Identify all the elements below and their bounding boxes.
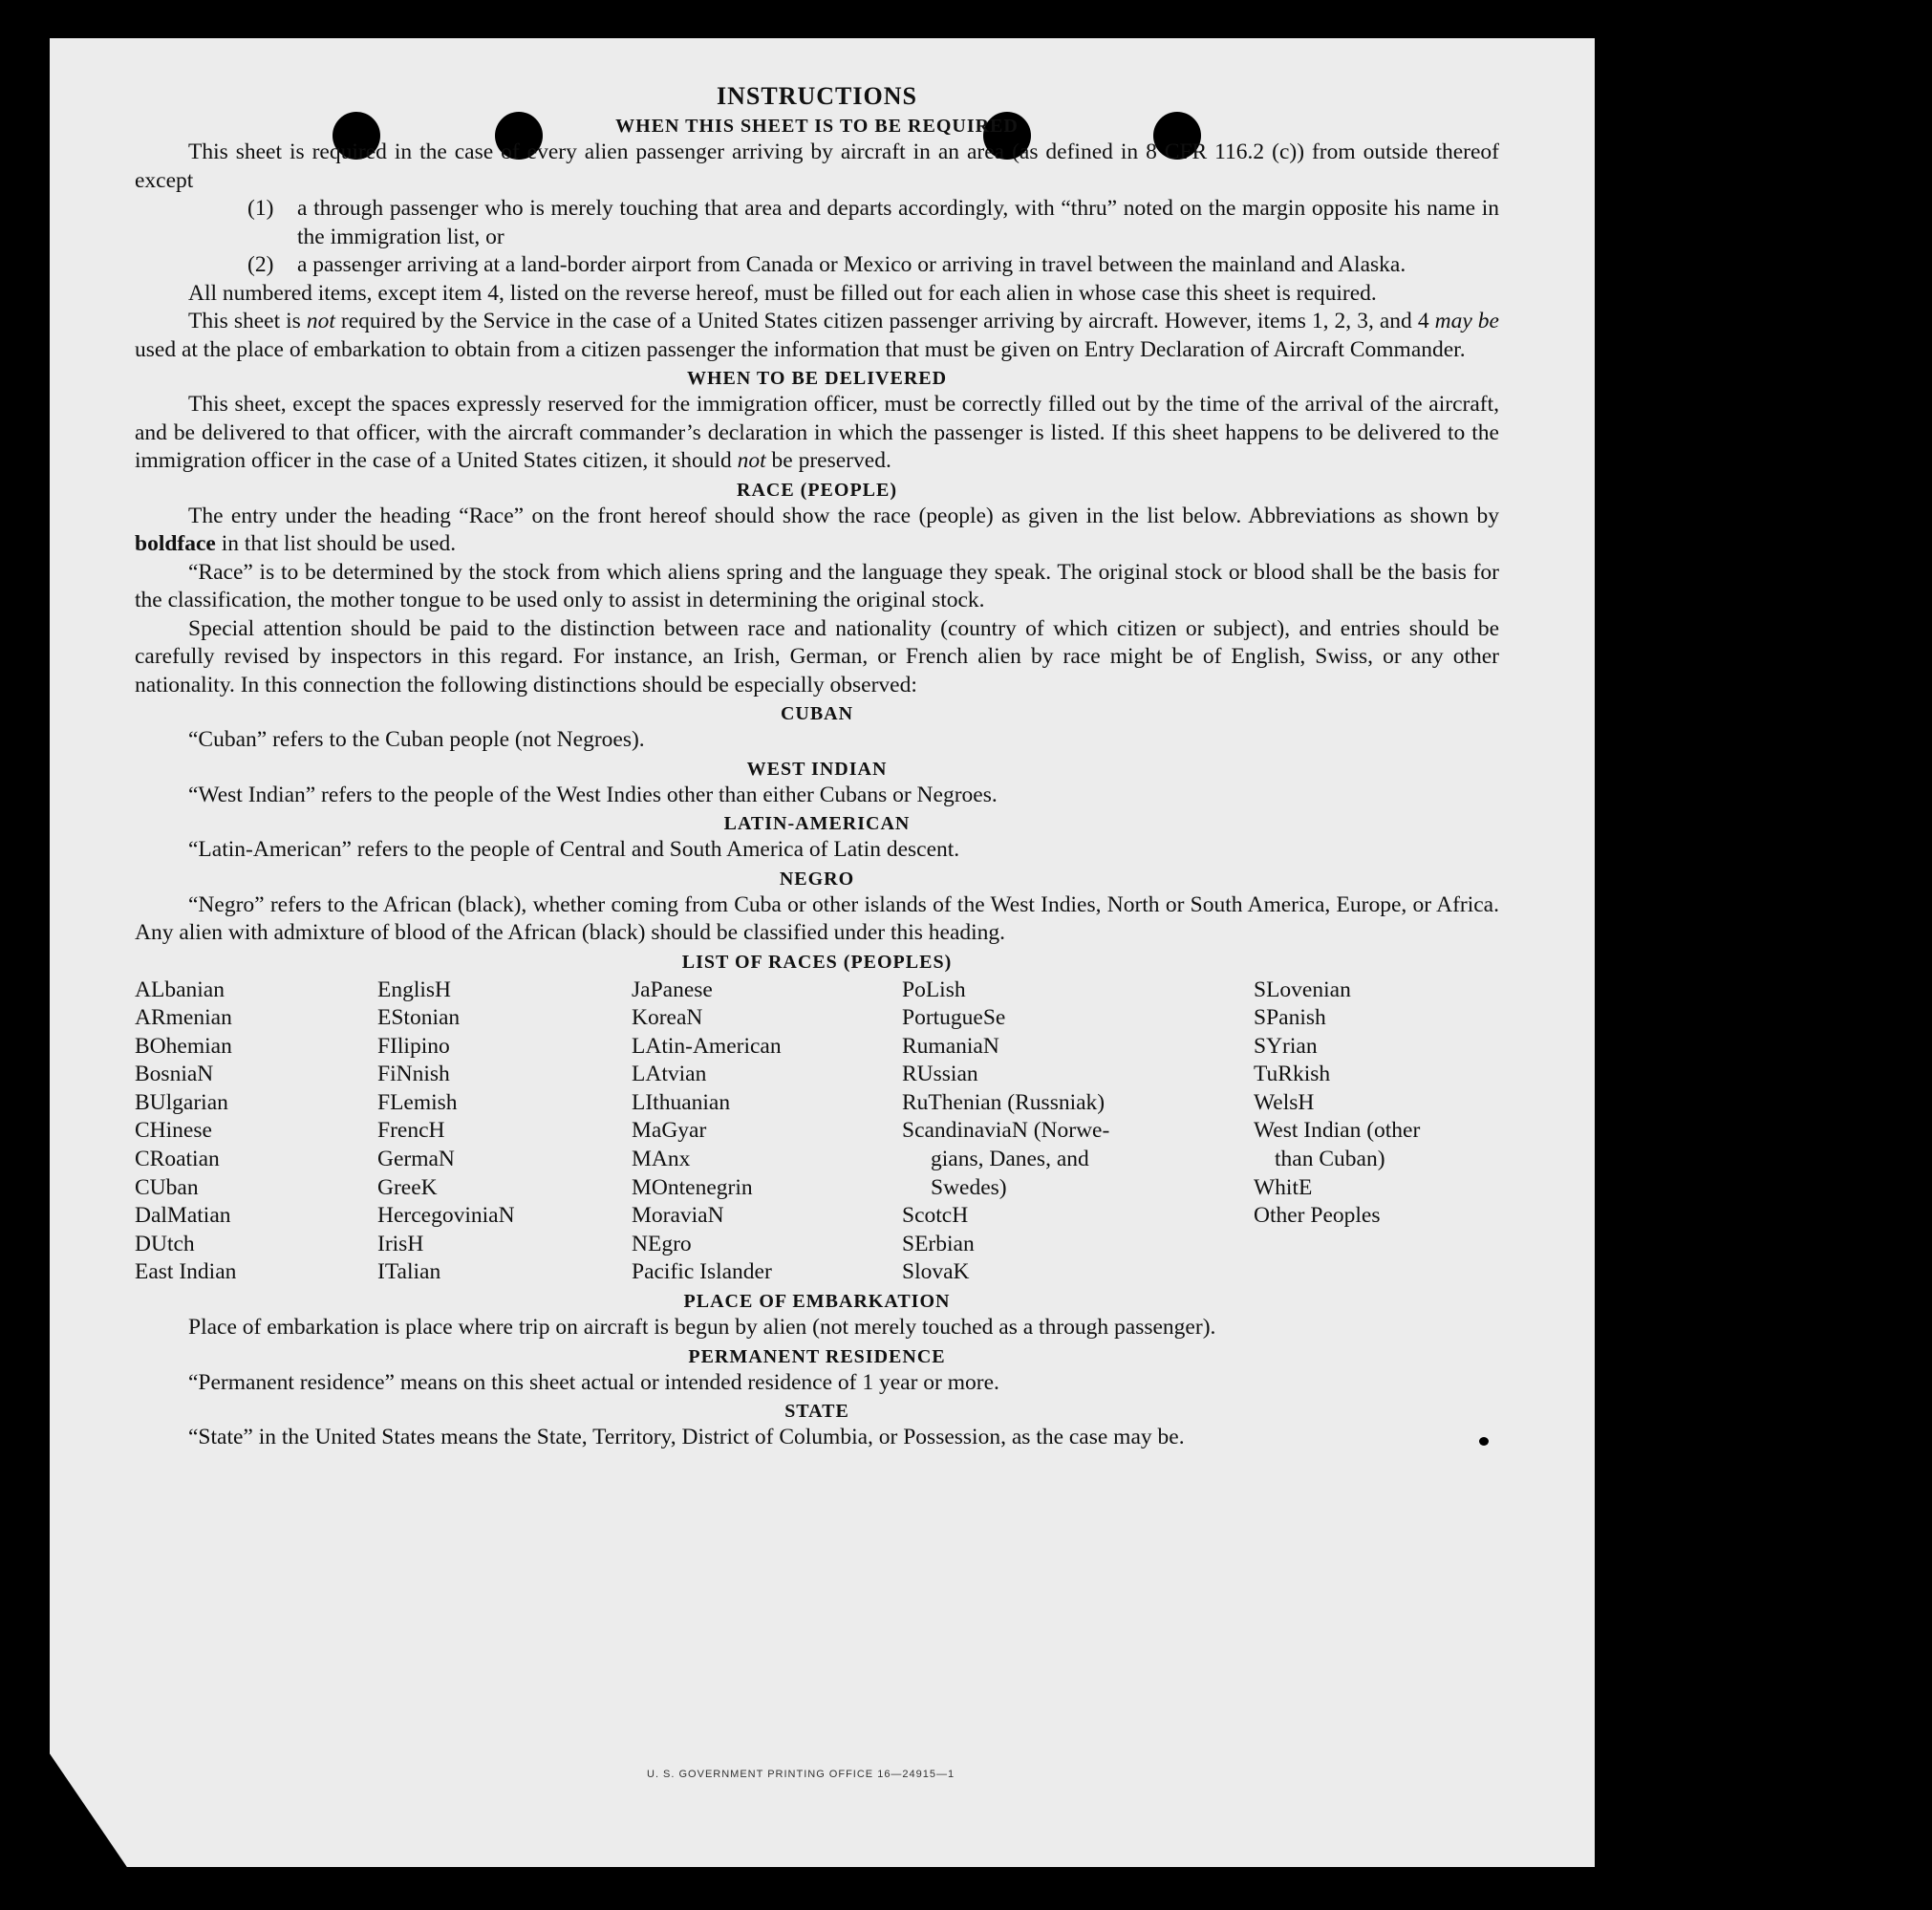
race-item: MAnx bbox=[632, 1147, 691, 1172]
race-item: WhitE bbox=[1254, 1174, 1313, 1200]
race-item: FIlipino bbox=[377, 1033, 450, 1059]
paragraph: “Race” is to be determined by the stock from which aliens spring and the language they speak. The original stock or blood shall be the basis for the classification, the mother tongue to be used only to assist in determining the original stock. bbox=[135, 559, 1499, 612]
race-column bbox=[135, 976, 377, 1288]
race-item: WelsH bbox=[1254, 1089, 1315, 1115]
paragraph: Special attention should be paid to the distinction between race and nationality (country of which citizen or subject), and entries should be carefully revised by inspectors in this regard. For instance, an Irish, German, or French alien by race might be of English, Swiss, or any other nationality. In this connection the following distinctions should be especially observed: bbox=[135, 615, 1499, 697]
race-item: ITalian bbox=[377, 1259, 441, 1285]
race-item: LAtin-American bbox=[632, 1033, 782, 1059]
race-item: HercegoviniaN bbox=[377, 1203, 515, 1229]
race-item: IrisH bbox=[377, 1231, 424, 1256]
paragraph: The entry under the heading “Race” on the front hereof should show the race (people) as given in the list below. Abbreviations as shown by boldface in that list should be used. bbox=[135, 503, 1499, 556]
race-item: ALbanian bbox=[135, 976, 225, 1002]
race-column bbox=[902, 976, 1254, 1288]
paragraph: “Cuban” refers to the Cuban people (not Negroes). bbox=[188, 727, 645, 752]
race-item: MaGyar bbox=[632, 1118, 707, 1144]
item-text: a through passenger who is merely touching that area and departs accordingly, with “thru” noted on the margin opposite his name in the immigration list, or bbox=[297, 196, 1499, 249]
race-item: RuThenian (Russniak) bbox=[902, 1089, 1106, 1115]
race-list bbox=[135, 976, 1499, 1288]
race-column bbox=[1254, 976, 1492, 1288]
race-item: SYrian bbox=[1254, 1033, 1318, 1059]
race-item: Swedes) bbox=[931, 1174, 1007, 1200]
race-item: LAtvian bbox=[632, 1062, 707, 1087]
race-item: ScotcH bbox=[902, 1203, 969, 1229]
race-item: West Indian (other bbox=[1254, 1118, 1421, 1144]
race-item: FLemish bbox=[377, 1089, 458, 1115]
list-item bbox=[135, 195, 1499, 251]
section-heading-latin-american: LATIN-AMERICAN bbox=[723, 813, 911, 834]
race-item: FiNnish bbox=[377, 1062, 450, 1087]
section-heading-state: STATE bbox=[784, 1401, 849, 1423]
race-item: SLovenian bbox=[1254, 976, 1351, 1002]
race-item: CUban bbox=[135, 1174, 199, 1200]
race-column bbox=[377, 976, 632, 1288]
race-item: SPanish bbox=[1254, 1005, 1326, 1031]
race-item: GreeK bbox=[377, 1174, 438, 1200]
race-item: JaPanese bbox=[632, 976, 713, 1002]
race-item: SErbian bbox=[902, 1231, 975, 1256]
race-item: DUtch bbox=[135, 1231, 195, 1256]
section-heading-race: RACE (PEOPLE) bbox=[737, 479, 897, 501]
race-item: PortugueSe bbox=[902, 1005, 1006, 1031]
race-item: CRoatian bbox=[135, 1147, 220, 1172]
section-heading-delivered: WHEN TO BE DELIVERED bbox=[686, 368, 948, 389]
race-item: NEgro bbox=[632, 1231, 692, 1256]
race-item: Other Peoples bbox=[1254, 1203, 1381, 1229]
paragraph: This sheet is required in the case of every alien passenger arriving by aircraft in an area (as defined in 8 CFR 116.2 (c)) from outside thereof except bbox=[135, 139, 1499, 193]
page-title: INSTRUCTIONS bbox=[717, 82, 917, 110]
race-column bbox=[632, 976, 902, 1288]
section-heading-cuban: CUBAN bbox=[780, 703, 854, 724]
section-heading-west-indian: WEST INDIAN bbox=[746, 758, 888, 780]
race-item: BOhemian bbox=[135, 1033, 232, 1059]
race-item: MoraviaN bbox=[632, 1203, 724, 1229]
paragraph: “Negro” refers to the African (black), whether coming from Cuba or other islands of the West Indies, North or South America, Europe, or Africa. Any alien with admixture of blood of the African (black) should be classified under this heading. bbox=[135, 891, 1499, 945]
race-item: CHinese bbox=[135, 1118, 212, 1144]
race-item: KoreaN bbox=[632, 1005, 703, 1031]
race-item: Pacific Islander bbox=[632, 1259, 772, 1285]
race-item: gians, Danes, and bbox=[931, 1147, 1089, 1172]
section-heading-races: LIST OF RACES (PEOPLES) bbox=[681, 951, 953, 973]
ink-mark bbox=[1479, 1437, 1489, 1446]
race-item: DalMatian bbox=[135, 1203, 231, 1229]
instructions-content bbox=[135, 81, 1499, 1452]
race-item: RumaniaN bbox=[902, 1033, 999, 1059]
race-item: SlovaK bbox=[902, 1259, 970, 1285]
race-item: EStonian bbox=[377, 1005, 461, 1031]
paragraph: This sheet is not required by the Service in the case of a United States citizen passenger arriving by aircraft. However, items 1, 2, 3, and 4 may be used at the place of embarkation to obtain from a citizen passenger the information that must be given on Entry Declaration of Aircraft Commander. bbox=[135, 309, 1499, 362]
item-number: (2) bbox=[247, 252, 274, 277]
race-item: LIthuanian bbox=[632, 1089, 731, 1115]
section-heading-negro: NEGRO bbox=[779, 868, 855, 890]
paragraph: “Permanent residence” means on this sheet actual or intended residence of 1 year or more. bbox=[188, 1369, 999, 1395]
paragraph: “State” in the United States means the State, Territory, District of Columbia, or Possession, as the case may be. bbox=[188, 1425, 1185, 1450]
race-item: FrencH bbox=[377, 1118, 445, 1144]
item-text: a passenger arriving at a land-border airport from Canada or Mexico or arriving in travel between the mainland and Alaska. bbox=[297, 252, 1406, 277]
race-item: than Cuban) bbox=[1275, 1147, 1385, 1172]
paragraph: Place of embarkation is place where trip on aircraft is begun by alien (not merely touched as a through passenger). bbox=[188, 1315, 1216, 1341]
race-item: East Indian bbox=[135, 1259, 237, 1285]
paragraph: All numbered items, except item 4, listed on the reverse hereof, must be filled out for each alien in whose case this sheet is required. bbox=[188, 280, 1377, 306]
list-item bbox=[135, 251, 1499, 280]
paragraph: “West Indian” refers to the people of the West Indies other than either Cubans or Negroes. bbox=[188, 782, 998, 807]
race-item: MOntenegrin bbox=[632, 1174, 753, 1200]
race-item: TuRkish bbox=[1254, 1062, 1331, 1087]
section-heading-required: WHEN THIS SHEET IS TO BE REQUIRED bbox=[615, 116, 1019, 137]
item-number: (1) bbox=[247, 196, 274, 221]
paragraph: “Latin-American” refers to the people of Central and South America of Latin descent. bbox=[188, 837, 960, 862]
race-item: PoLish bbox=[902, 976, 966, 1002]
race-item: ScandinaviaN (Norwe- bbox=[902, 1118, 1110, 1144]
section-heading-residence: PERMANENT RESIDENCE bbox=[688, 1345, 946, 1367]
section-heading-embarkation: PLACE OF EMBARKATION bbox=[683, 1291, 951, 1313]
race-item: RUssian bbox=[902, 1062, 978, 1087]
race-item: BUlgarian bbox=[135, 1089, 228, 1115]
printer-imprint: U. S. GOVERNMENT PRINTING OFFICE 16—24915—1 bbox=[647, 1769, 955, 1780]
race-item: EnglisH bbox=[377, 976, 452, 1002]
race-item: ARmenian bbox=[135, 1005, 232, 1031]
paragraph: This sheet, except the spaces expressly reserved for the immigration officer, must be correctly filled out by the time of the arrival of the aircraft, and be delivered to that officer, with the aircraft commander’s declaration in which the passenger is listed. If this sheet happens to be delivered to the immigration officer in the case of a United States citizen, it should not be preserved. bbox=[135, 392, 1499, 473]
race-item: GermaN bbox=[377, 1147, 455, 1172]
race-item: BosniaN bbox=[135, 1062, 214, 1087]
